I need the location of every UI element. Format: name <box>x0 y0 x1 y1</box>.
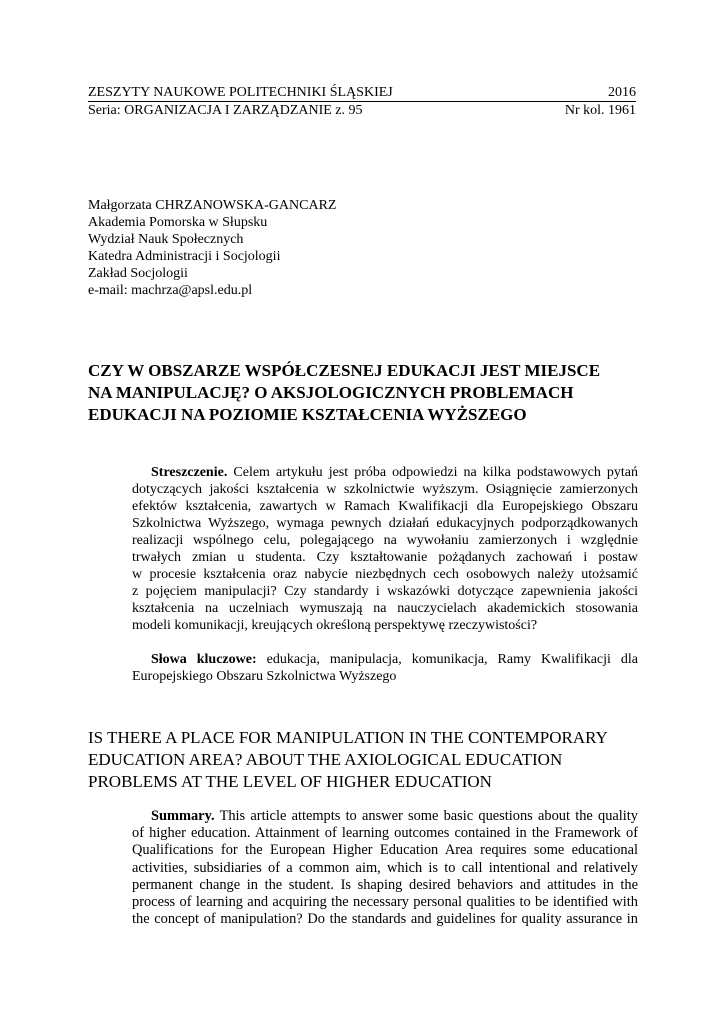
author-email: e-mail: machrza@apsl.edu.pl <box>88 283 253 298</box>
title-pl-line: NA MANIPULACJĘ? O AKSJOLOGICZNYCH PROBLEMACH <box>88 383 574 402</box>
affiliation-faculty: Wydział Nauk Społecznych <box>88 232 244 247</box>
keywords-pl-text: edukacja, manipulacja, komunikacja, Ramy Kwalifikacji dla <box>266 652 638 667</box>
keywords-pl-line <box>132 651 638 668</box>
abstract-pl-line: dotyczących jakości kształcenia w szkolnictwie wyższym. Osiągnięcie zamierzonych <box>132 482 638 497</box>
summary-en-line: of higher education. Attainment of learning outcomes contained in the Framework of <box>132 825 638 842</box>
author-block <box>88 197 336 299</box>
author-name: Małgorzata CHRZANOWSKA-GANCARZ <box>88 198 337 213</box>
abstract-pl <box>132 464 638 634</box>
summary-en-line: permanent change in the student. Is shaping desired behaviors and attitudes in the <box>132 876 638 893</box>
abstract-pl-line: modeli komunikacji, kreujących określoną perspektywę rzeczywistości? <box>132 618 538 633</box>
journal-name: ZESZYTY NAUKOWE POLITECHNIKI ŚLĄSKIEJ <box>88 85 393 100</box>
title-en-line: IS THERE A PLACE FOR MANIPULATION IN THE CONTEMPORARY <box>88 728 608 747</box>
abstract-pl-line: z pojęciem manipulacji? Czy standardy i wskazówki dotyczące zapewnienia jakości <box>132 584 638 599</box>
keywords-pl-line: Europejskiego Obszaru Szkolnictwa Wyższego <box>132 669 397 684</box>
summary-en <box>132 808 638 928</box>
summary-en-line: process of learning and acquiring the necessary personal qualities to be identified with <box>132 894 638 911</box>
affiliation-unit: Zakład Socjologii <box>88 266 188 281</box>
abstract-pl-first-text: Celem artykułu jest próba odpowiedzi na kilka podstawowych pytań <box>233 465 638 480</box>
paper-title-pl <box>88 360 648 426</box>
keywords-pl-label: Słowa kluczowe: <box>151 652 257 667</box>
title-pl-line: CZY W OBSZARZE WSPÓŁCZESNEJ EDUKACJI JEST MIEJSCE <box>88 361 601 380</box>
abstract-pl-line: trwałych zmian u studenta. Czy kształtowanie pożądanych zachowań i postaw <box>132 550 638 565</box>
title-en-line: EDUCATION AREA? ABOUT THE AXIOLOGICAL EDUCATION <box>88 750 563 769</box>
keywords-pl <box>132 651 638 685</box>
title-en-line: PROBLEMS AT THE LEVEL OF HIGHER EDUCATION <box>88 772 492 791</box>
summary-en-label: Summary. <box>151 808 215 824</box>
summary-en-first-text: This article attempts to answer some basic questions about the quality <box>219 808 638 824</box>
summary-en-line <box>132 808 638 825</box>
abstract-pl-line: efektów kształcenia, zawartych w Ramach Kwalifikacji dla Europejskiego Obszaru <box>132 499 638 514</box>
affiliation-university: Akademia Pomorska w Słupsku <box>88 215 268 230</box>
title-pl-line: EDUKACJI NA POZIOMIE KSZTAŁCENIA WYŻSZEGO <box>88 405 527 424</box>
abstract-pl-line: kształcenia na uczelniach wymuszają na nauczycielach akademickich stosowania <box>132 601 638 616</box>
abstract-pl-line: w procesie kształcenia oraz nabycie niezbędnych cech osobowych należy utożsamić <box>132 567 638 582</box>
abstract-pl-line <box>132 464 638 481</box>
affiliation-department: Katedra Administracji i Socjologii <box>88 249 281 264</box>
summary-en-line: the concept of manipulation? Do the standards and guidelines for quality assurance in <box>132 911 638 928</box>
summary-en-line: Qualifications for the European Higher Education Area requires some educational <box>132 842 638 859</box>
series-info: Seria: ORGANIZACJA I ZARZĄDZANIE z. 95 <box>88 103 363 118</box>
abstract-pl-line: realizacji wspólnego celu, polegającego na wywołaniu zamierzonych i względnie <box>132 533 638 548</box>
publication-year: 2016 <box>608 85 636 100</box>
summary-en-line: activities, subsidiaries of a common aim, which is to call intentional and relatively <box>132 859 638 876</box>
paper-title-en <box>88 727 648 793</box>
issue-number: Nr kol. 1961 <box>564 103 636 118</box>
abstract-pl-line: Szkolnictwa Wyższego, wymaga pewnych działań edukacyjnych podporządkowanych <box>132 516 638 531</box>
abstract-pl-label: Streszczenie. <box>151 465 228 480</box>
